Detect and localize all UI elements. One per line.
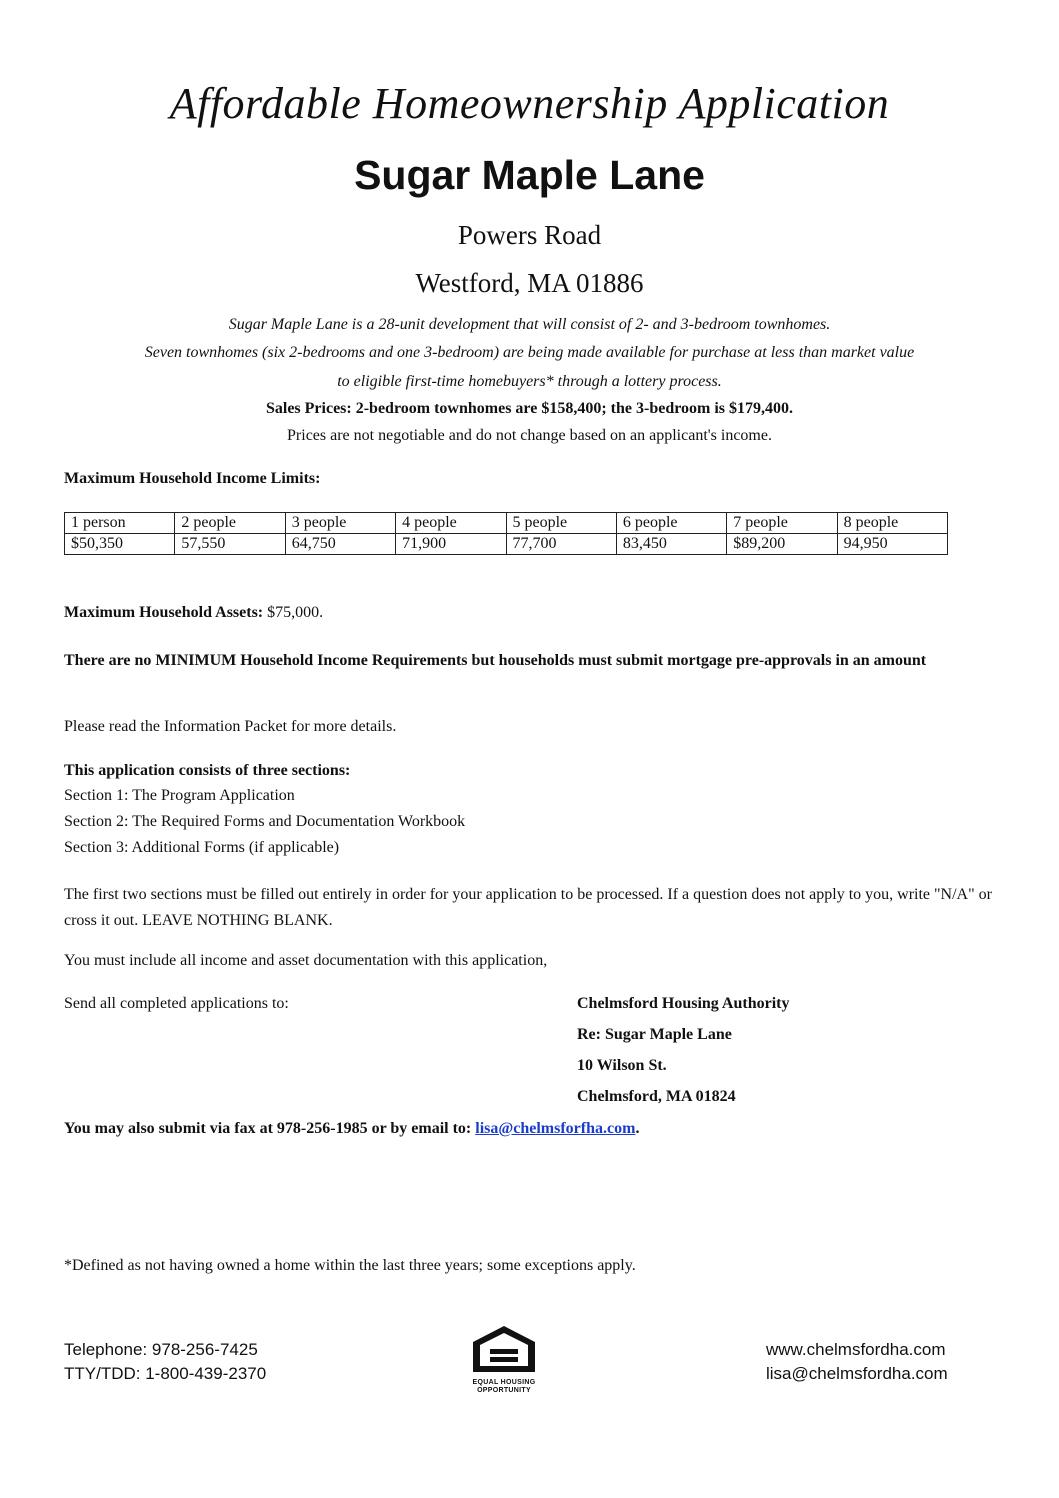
income-limits-label: Maximum Household Income Limits: — [64, 470, 321, 487]
section-item: Section 1: The Program Application — [64, 787, 295, 804]
prices-not-negotiable: Prices are not negotiable and do not change based on an applicant's income. — [287, 427, 772, 444]
minimum-requirements: There are no MINIMUM Household Income Requirements but households must submit mortgage pre-approvals in an amount — [64, 652, 927, 669]
table-cell: 5 people — [506, 513, 616, 534]
table-cell: 8 people — [837, 513, 947, 534]
fax-email-note — [64, 1120, 639, 1138]
logo-caption-1: EQUAL HOUSING — [472, 1379, 536, 1386]
intro-line-3: to eligible first-time homebuyers* through a lottery process. — [337, 373, 722, 390]
city-address: Westford, MA 01886 — [415, 268, 644, 298]
sales-prices: Sales Prices: 2-bedroom townhomes are $158,400; the 3-bedroom is $179,400. — [265, 400, 794, 417]
intro-line-2: Seven townhomes (six 2-bedrooms and one 3-bedroom) are being made available for purchase at less than market value — [144, 344, 915, 361]
footer-telephone: Telephone: 978-256-7425 — [64, 1340, 258, 1359]
table-cell: 7 people — [727, 513, 837, 534]
footer-tty: TTY/TDD: 1-800-439-2370 — [64, 1364, 267, 1383]
read-packet-note: Please read the Information Packet for more details. — [64, 718, 397, 735]
table-cell: 83,450 — [616, 534, 726, 555]
table-cell: 2 people — [175, 513, 285, 534]
address-line-4: Chelmsford, MA 01824 — [577, 1088, 736, 1105]
table-cell: 57,550 — [175, 534, 285, 555]
income-limits-table — [64, 512, 948, 555]
house-icon — [461, 1324, 547, 1374]
sections-heading: This application consists of three sections: — [64, 762, 351, 779]
table-row-household-size — [65, 513, 948, 534]
footer-email: lisa@chelmsfordha.com — [766, 1364, 948, 1383]
development-name: Sugar Maple Lane — [354, 152, 705, 198]
page-title: Affordable Homeownership Application — [169, 79, 890, 128]
email-link[interactable]: lisa@chelmsforfha.com — [475, 1120, 636, 1137]
table-cell: 4 people — [396, 513, 506, 534]
section-item: Section 2: The Required Forms and Documentation Workbook — [64, 813, 466, 830]
table-cell: 64,750 — [285, 534, 395, 555]
max-assets-value: $75,000. — [263, 604, 324, 621]
address-line-3: 10 Wilson St. — [577, 1057, 667, 1074]
table-cell: 3 people — [285, 513, 395, 534]
fill-out-notice: The first two sections must be filled out entirely in order for your application to be processed. If a question does not apply to you, write "N/A" or cross it out. LEAVE NOTHING BLANK. — [64, 886, 992, 929]
address-line-2: Re: Sugar Maple Lane — [577, 1026, 732, 1043]
max-assets-label: Maximum Household Assets: — [64, 604, 264, 621]
logo-caption-2: OPPORTUNITY — [477, 1387, 531, 1394]
documentation-notice: You must include all income and asset documentation with this application, — [64, 952, 548, 969]
street-address: Powers Road — [457, 220, 602, 250]
intro-line-1: Sugar Maple Lane is a 28-unit development that will consist of 2- and 3-bedroom townhomes. — [228, 316, 831, 333]
table-cell: $89,200 — [727, 534, 837, 555]
footer-website: www.chelmsfordha.com — [766, 1340, 946, 1359]
equal-housing-logo — [461, 1324, 547, 1395]
table-cell: 94,950 — [837, 534, 947, 555]
table-row-income-limit — [65, 534, 948, 555]
footnote: *Defined as not having owned a home within the last three years; some exceptions apply. — [64, 1257, 636, 1274]
section-item: Section 3: Additional Forms (if applicable) — [64, 839, 340, 856]
table-cell: 6 people — [616, 513, 726, 534]
fax-email-suffix: . — [635, 1120, 640, 1137]
send-to-label: Send all completed applications to: — [64, 995, 289, 1012]
table-cell: 1 person — [65, 513, 175, 534]
fax-email-prefix: You may also submit via fax at 978-256-1985 or by email to: — [64, 1120, 476, 1137]
table-cell: $50,350 — [65, 534, 175, 555]
max-assets — [64, 604, 323, 622]
address-line-1: Chelmsford Housing Authority — [577, 995, 790, 1012]
table-cell: 77,700 — [506, 534, 616, 555]
table-cell: 71,900 — [396, 534, 506, 555]
